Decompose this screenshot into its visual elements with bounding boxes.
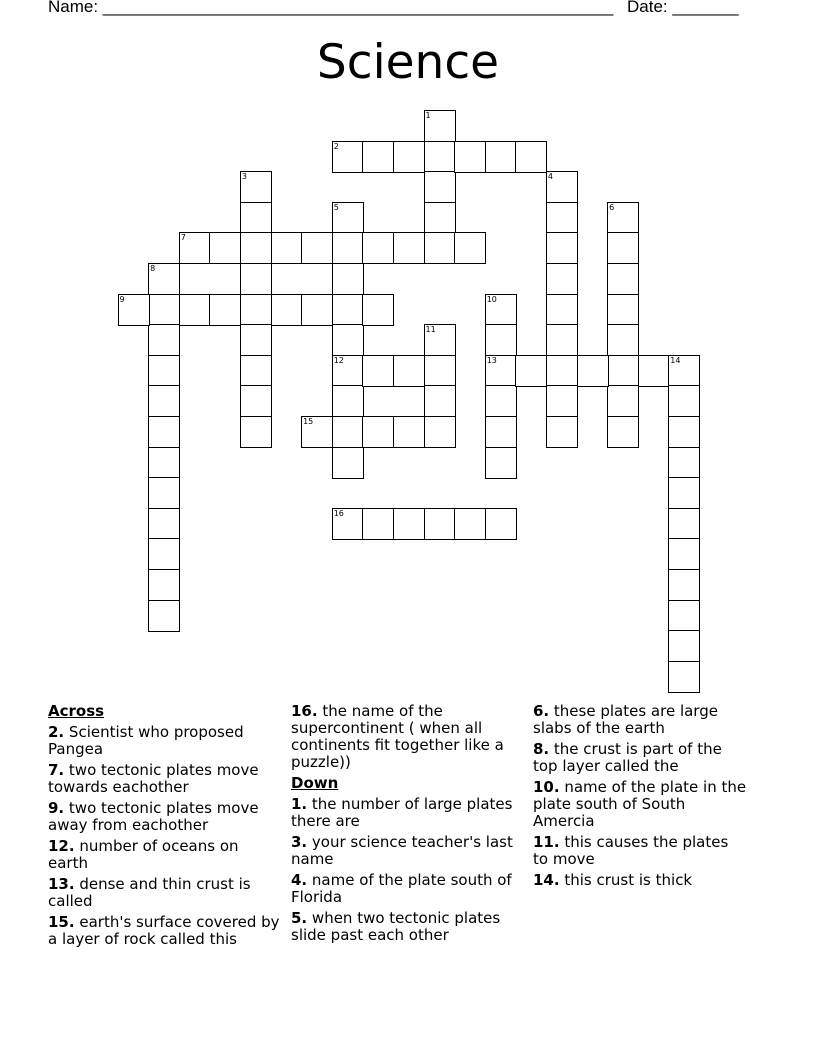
crossword-cell[interactable] [454, 508, 486, 540]
clue-number-label: 13 [486, 355, 497, 365]
crossword-cell[interactable] [393, 232, 425, 264]
crossword-cell[interactable] [362, 141, 394, 173]
clue-text: name of the plate south of Florida [291, 871, 512, 906]
crossword-cell[interactable] [607, 324, 639, 356]
clue-number-label: 10 [486, 294, 497, 304]
crossword-cell[interactable] [393, 416, 425, 448]
crossword-cell[interactable] [240, 385, 272, 417]
crossword-cell[interactable] [668, 447, 700, 479]
clue-number-label: 1 [425, 111, 431, 120]
clue-text: when two tectonic plates slide past each other [291, 909, 501, 944]
crossword-cell[interactable] [332, 294, 364, 326]
clue-number-label: 8 [150, 264, 156, 273]
crossword-cell[interactable] [546, 263, 578, 295]
crossword-cell[interactable] [148, 385, 180, 417]
clue-down-11 [533, 834, 748, 868]
crossword-cell[interactable] [332, 263, 364, 295]
crossword-cell[interactable] [148, 263, 180, 295]
crossword-cell[interactable] [485, 447, 517, 479]
clue-number: 13. [48, 875, 75, 893]
clue-down-14 [533, 872, 748, 889]
clue-text: number of oceans on earth [48, 837, 239, 872]
crossword-cell[interactable] [148, 324, 180, 356]
clue-text: earth's surface covered by a layer of rock called this [48, 913, 280, 948]
clue-number: 5. [291, 909, 308, 927]
clue-number-label: 9 [119, 294, 125, 304]
clue-number-label: 6 [609, 202, 615, 212]
crossword-cell[interactable] [148, 508, 180, 540]
crossword-cell[interactable] [668, 600, 700, 632]
crossword-cell[interactable] [607, 416, 639, 448]
clue-down-3 [291, 834, 527, 868]
crossword-cell[interactable] [424, 110, 456, 142]
clue-column-1 [48, 703, 280, 952]
clue-across-13 [48, 876, 280, 910]
crossword-cell[interactable] [668, 508, 700, 540]
crossword-cell[interactable] [179, 294, 211, 326]
clue-number: 14. [533, 871, 560, 889]
clue-number: 4. [291, 871, 308, 889]
crossword-cell[interactable] [607, 263, 639, 295]
crossword-cell[interactable] [179, 232, 211, 264]
crossword-cell[interactable] [301, 416, 333, 448]
crossword-cell[interactable] [332, 355, 364, 387]
clue-number-label: 4 [547, 172, 553, 182]
clue-number: 3. [291, 833, 308, 851]
crossword-cell[interactable] [546, 416, 578, 448]
crossword-cell[interactable] [301, 294, 333, 326]
crossword-cell[interactable] [301, 232, 333, 264]
clue-number: 2. [48, 723, 65, 741]
crossword-cell[interactable] [148, 538, 180, 570]
clue-across-7 [48, 762, 280, 796]
crossword-cell[interactable] [362, 355, 394, 387]
crossword-cell[interactable] [424, 171, 456, 203]
crossword-cell[interactable] [148, 416, 180, 448]
crossword-cell[interactable] [668, 538, 700, 570]
across-heading: Across [48, 702, 105, 720]
crossword-cell[interactable] [332, 508, 364, 540]
clue-number: 10. [533, 778, 560, 796]
clue-text: the crust is part of the top layer called the [533, 740, 722, 775]
clue-down-4 [291, 872, 527, 906]
crossword-cell[interactable] [485, 141, 517, 173]
crossword-cell[interactable] [424, 324, 456, 356]
crossword-cell[interactable] [209, 232, 241, 264]
crossword-cell[interactable] [332, 141, 364, 173]
clue-number-label: 11 [425, 325, 436, 335]
clue-number-label: 5 [333, 202, 339, 212]
crossword-cell[interactable] [485, 508, 517, 540]
crossword-cell[interactable] [607, 202, 639, 234]
crossword-cell[interactable] [668, 477, 700, 509]
crossword-cell[interactable] [332, 202, 364, 234]
crossword-cell[interactable] [424, 508, 456, 540]
crossword-cell[interactable] [485, 416, 517, 448]
crossword-cell[interactable] [424, 141, 456, 173]
crossword-cell[interactable] [424, 355, 456, 387]
crossword-cell[interactable] [546, 355, 578, 387]
crossword-cell[interactable] [148, 600, 180, 632]
crossword-cell[interactable] [577, 355, 609, 387]
crossword-cell[interactable] [546, 294, 578, 326]
crossword-cell[interactable] [332, 324, 364, 356]
crossword-cell[interactable] [240, 232, 272, 264]
crossword-cell[interactable] [148, 477, 180, 509]
crossword-cell[interactable] [362, 232, 394, 264]
clue-down-8 [533, 741, 748, 775]
crossword-cell[interactable] [271, 232, 303, 264]
clue-number-label: 14 [670, 355, 681, 365]
clue-number: 15. [48, 913, 75, 931]
clue-number: 1. [291, 795, 308, 813]
clue-text: this crust is thick [564, 871, 693, 889]
clue-text: name of the plate in the plate south of South Amercia [533, 778, 747, 830]
crossword-cell[interactable] [668, 355, 700, 387]
crossword-cell[interactable] [362, 294, 394, 326]
crossword-cell[interactable] [271, 294, 303, 326]
clue-across-15 [48, 914, 280, 948]
clue-text: two tectonic plates move away from eachother [48, 799, 259, 834]
crossword-cell[interactable] [240, 355, 272, 387]
crossword-cell[interactable] [607, 232, 639, 264]
crossword-cell[interactable] [240, 202, 272, 234]
page-title: Science [316, 35, 500, 90]
crossword-cell[interactable] [668, 385, 700, 417]
crossword-cell[interactable] [393, 508, 425, 540]
crossword-cell[interactable] [240, 294, 272, 326]
crossword-cell[interactable] [424, 416, 456, 448]
clue-number: 11. [533, 833, 560, 851]
crossword-cell[interactable] [332, 416, 364, 448]
crossword-cell[interactable] [240, 416, 272, 448]
clue-across-16 [291, 703, 527, 771]
crossword-cell[interactable] [485, 355, 517, 387]
crossword-cell[interactable] [668, 569, 700, 601]
clue-number: 9. [48, 799, 65, 817]
clue-text: the name of the supercontinent ( when all continents fit together like a puzzle)) [291, 702, 504, 771]
crossword-cell[interactable] [515, 141, 547, 173]
crossword-cell[interactable] [424, 232, 456, 264]
crossword-cell[interactable] [148, 294, 180, 326]
crossword-cell[interactable] [454, 141, 486, 173]
clue-column-2 [291, 703, 527, 948]
crossword-cell[interactable] [485, 324, 517, 356]
crossword-cell[interactable] [148, 355, 180, 387]
crossword-cell[interactable] [515, 355, 547, 387]
clue-number-label: 12 [333, 355, 344, 365]
crossword-cell[interactable] [546, 385, 578, 417]
clue-down-1 [291, 796, 527, 830]
crossword-cell[interactable] [546, 171, 578, 203]
clue-column-3 [533, 703, 748, 893]
crossword-cell[interactable] [668, 661, 700, 693]
crossword-cell[interactable] [546, 202, 578, 234]
crossword-cell[interactable] [240, 171, 272, 203]
clue-across-12 [48, 838, 280, 872]
clue-down-6 [533, 703, 748, 737]
clue-text: your science teacher's last name [291, 833, 513, 868]
crossword-cell[interactable] [668, 416, 700, 448]
clue-number: 7. [48, 761, 65, 779]
clue-number-label: 7 [180, 233, 186, 243]
crossword-cell[interactable] [485, 294, 517, 326]
clue-number-label: 2 [333, 141, 339, 151]
clue-number-label: 16 [333, 508, 344, 518]
crossword-cell[interactable] [607, 355, 639, 387]
clue-down-5 [291, 910, 527, 944]
clue-across-9 [48, 800, 280, 834]
crossword-cell[interactable] [607, 294, 639, 326]
clue-number: 16. [291, 702, 318, 720]
crossword-cell[interactable] [546, 324, 578, 356]
crossword-cell[interactable] [546, 232, 578, 264]
crossword-cell[interactable] [393, 141, 425, 173]
clue-number: 6. [533, 702, 550, 720]
crossword-cell[interactable] [332, 447, 364, 479]
clue-across-2 [48, 724, 280, 758]
clue-down-10 [533, 779, 748, 830]
crossword-cell[interactable] [638, 355, 670, 387]
clue-number: 8. [533, 740, 550, 758]
crossword-cell[interactable] [240, 263, 272, 295]
crossword-cell[interactable] [332, 385, 364, 417]
crossword-cell[interactable] [424, 202, 456, 234]
crossword-cell[interactable] [668, 630, 700, 662]
crossword-cell[interactable] [332, 232, 364, 264]
crossword-cell[interactable] [209, 294, 241, 326]
crossword-cell[interactable] [607, 385, 639, 417]
down-heading: Down [291, 774, 339, 792]
name-field-label: Name: ______________________________________________________ [48, 0, 614, 16]
clue-text: this causes the plates to move [533, 833, 729, 868]
crossword-cell[interactable] [362, 508, 394, 540]
crossword-cell[interactable] [424, 385, 456, 417]
clue-text: Scientist who proposed Pangea [48, 723, 244, 758]
crossword-cell[interactable] [454, 232, 486, 264]
date-field-label: Date: _______ [627, 0, 739, 16]
clue-text: the number of large plates there are [291, 795, 513, 830]
crossword-cell[interactable] [240, 324, 272, 356]
clue-text: these plates are large slabs of the earth [533, 702, 718, 737]
clue-number: 12. [48, 837, 75, 855]
crossword-cell[interactable] [148, 569, 180, 601]
crossword-cell[interactable] [362, 416, 394, 448]
clue-text: two tectonic plates move towards eachother [48, 761, 259, 796]
crossword-cell[interactable] [118, 294, 150, 326]
clue-number-label: 15 [303, 417, 314, 426]
clue-number-label: 3 [241, 172, 247, 182]
crossword-cell[interactable] [148, 447, 180, 479]
crossword-cell[interactable] [485, 385, 517, 417]
crossword-cell[interactable] [393, 355, 425, 387]
clue-text: dense and thin crust is called [48, 875, 251, 910]
